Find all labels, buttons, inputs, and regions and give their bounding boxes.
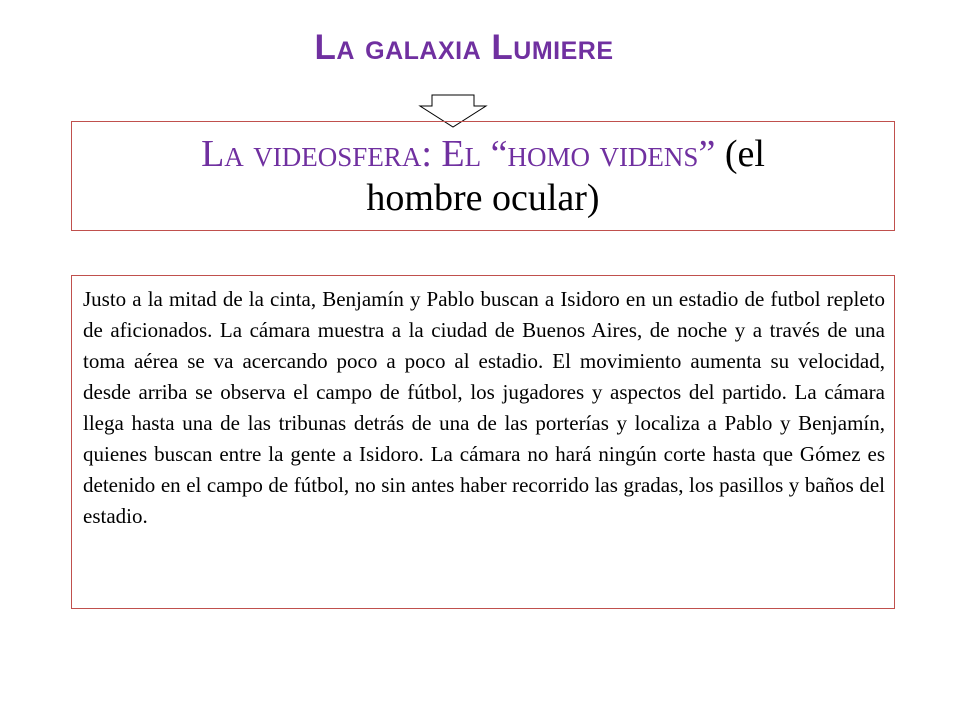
subtitle-line-2: hombre ocular) xyxy=(366,177,600,219)
subtitle-aside: (el xyxy=(715,133,765,175)
description-text: Justo a la mitad de la cinta, Benjamín y Pablo buscan a Isidoro en un estadio de futbol repleto de aficionados. La cámara muestra a la ciudad de Buenos Aires, de noche y a través de una toma aérea se va acercando poco a poco al estadio. El movimiento aumenta su velocidad, desde arriba se observa el campo de fútbol, los jugadores y aspectos del partido. La cámara llega hasta una de las tribunas detrás de una de las porterías y localiza a Pablo y Benjamín, quienes buscan entre la gente a Isidoro. La cámara no hará ningún corte hasta que Gómez es detenido en el campo de fútbol, no sin antes haber recorrido las gradas, los pasillos y baños del estadio. xyxy=(83,287,885,528)
page-title: La galaxia Lumiere xyxy=(314,28,614,67)
subtitle-heading: La videosfera: El “homo videns” xyxy=(201,133,716,175)
subtitle-line-1 xyxy=(72,132,894,176)
subtitle-box xyxy=(71,121,895,231)
description-box xyxy=(71,275,895,609)
